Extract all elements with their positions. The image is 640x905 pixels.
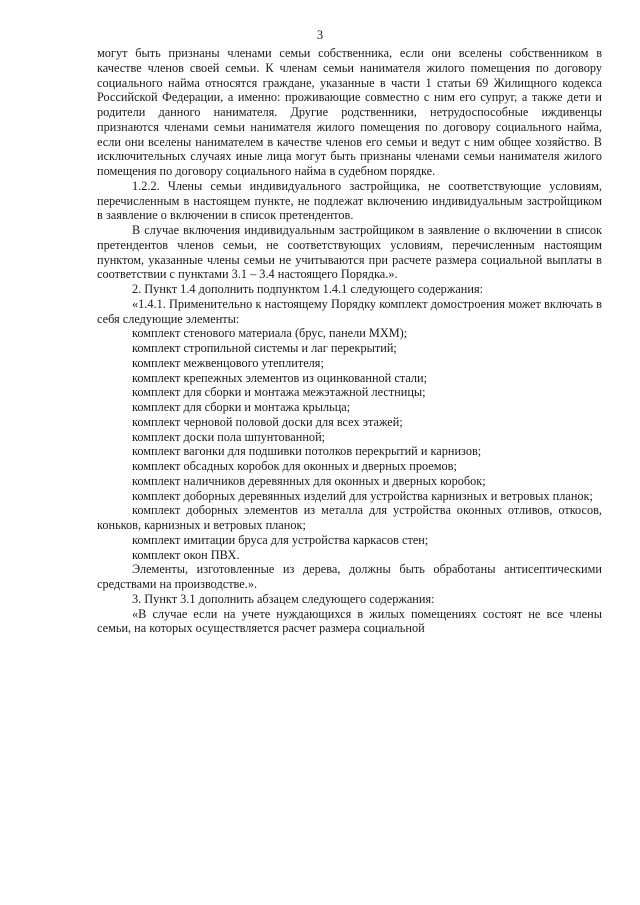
- document-body: [97, 46, 602, 636]
- paragraph-new-clause: «В случае если на учете нуждающихся в жилых помещениях состоят не все члены семьи, на которых осуществляется расчет размера социальной: [97, 606, 602, 636]
- list-item-staircase: комплект для сборки и монтажа межэтажной лестницы;: [132, 385, 426, 400]
- paragraph-item-3: 3. Пункт 3.1 дополнить абзацем следующего содержания:: [132, 591, 435, 606]
- list-item-timber-imitation: комплект имитации бруса для устройства каркасов стен;: [132, 532, 429, 547]
- list-item-rafter-system: комплект стропильной системы и лаг перекрытий;: [132, 341, 397, 355]
- list-item-rough-floor: комплект черновой половой доски для всех этажей;: [132, 414, 403, 429]
- paragraph-1-4-1: «1.4.1. Применительно к настоящему Порядку комплект домостроения может включать в себя следующие элементы:: [97, 296, 602, 326]
- paragraph-inclusion-case: В случае включения индивидуальным застройщиком в заявление о включении в список претендентов членов семьи, не соответствующих условиям, перечисленным настоящим пунктом, указанные члены семьи не учитываются при расчете размера социальной выплаты в соответствии с пунктами 3.1 – 3.4 настоящего Порядка.».: [97, 223, 602, 282]
- list-item-metal-trims: комплект доборных элементов из металла для устройства оконных отливов, откосов, коньков, карнизных и ветровых планок;: [97, 503, 602, 532]
- list-item-wall-material: комплект стенового материала (брус, панели МХМ);: [132, 326, 408, 341]
- list-item-tongue-floor: комплект доски пола шпунтованной;: [132, 429, 326, 444]
- page-number: 3: [316, 28, 324, 42]
- list-item-casing-boxes: комплект обсадных коробок для оконных и дверных проемов;: [132, 459, 457, 473]
- paragraph-1-2-2: 1.2.2. Члены семьи индивидуального застройщика, не соответствующие условиям, перечисленным в настоящем пункте, не подлежат включению индивидуальным застройщиком в заявление о включении в список претендентов.: [97, 178, 602, 223]
- list-item-insulation: комплект межвенцового утеплителя;: [132, 355, 324, 370]
- paragraph-wood-treatment: Элементы, изготовленные из дерева, должны быть обработаны антисептическими средствами на производстве.».: [97, 562, 602, 591]
- paragraph-item-2: 2. Пункт 1.4 дополнить подпунктом 1.4.1 следующего содержания:: [132, 282, 484, 296]
- list-item-platbands: комплект наличников деревянных для оконных и дверных коробок;: [132, 473, 486, 488]
- list-item-fasteners: комплект крепежных элементов из оцинкованной стали;: [132, 370, 428, 385]
- list-item-pvc-windows: комплект окон ПВХ.: [132, 547, 240, 562]
- list-item-porch: комплект для сборки и монтажа крыльца;: [132, 400, 351, 414]
- list-item-lining: комплект вагонки для подшивки потолков перекрытий и карнизов;: [132, 444, 482, 459]
- paragraph-family-members-continuation: могут быть признаны членами семьи собственника, если они вселены собственником в качестве членов своей семьи. К членам семьи нанимателя жилого помещения по договору социального найма относятся граждане, указанные в части 1 статьи 69 Жилищного кодекса Российской Федерации, а именно: проживающие совместно с ним его супруг, а также дети и родители данного нанимателя. Другие родственники, нетрудоспособные иждивенцы признаются членами семьи нанимателя жилого помещения по договору социального найма, если они вселены нанимателем в качестве членов его семьи и ведут с ним общее хозяйство. В исключительных случаях иные лица могут быть признаны членами семьи нанимателя жилого помещения по договору социального найма в судебном порядке.: [97, 46, 602, 178]
- list-item-wooden-trims: комплект доборных деревянных изделий для устройства карнизных и ветровых планок;: [132, 488, 593, 503]
